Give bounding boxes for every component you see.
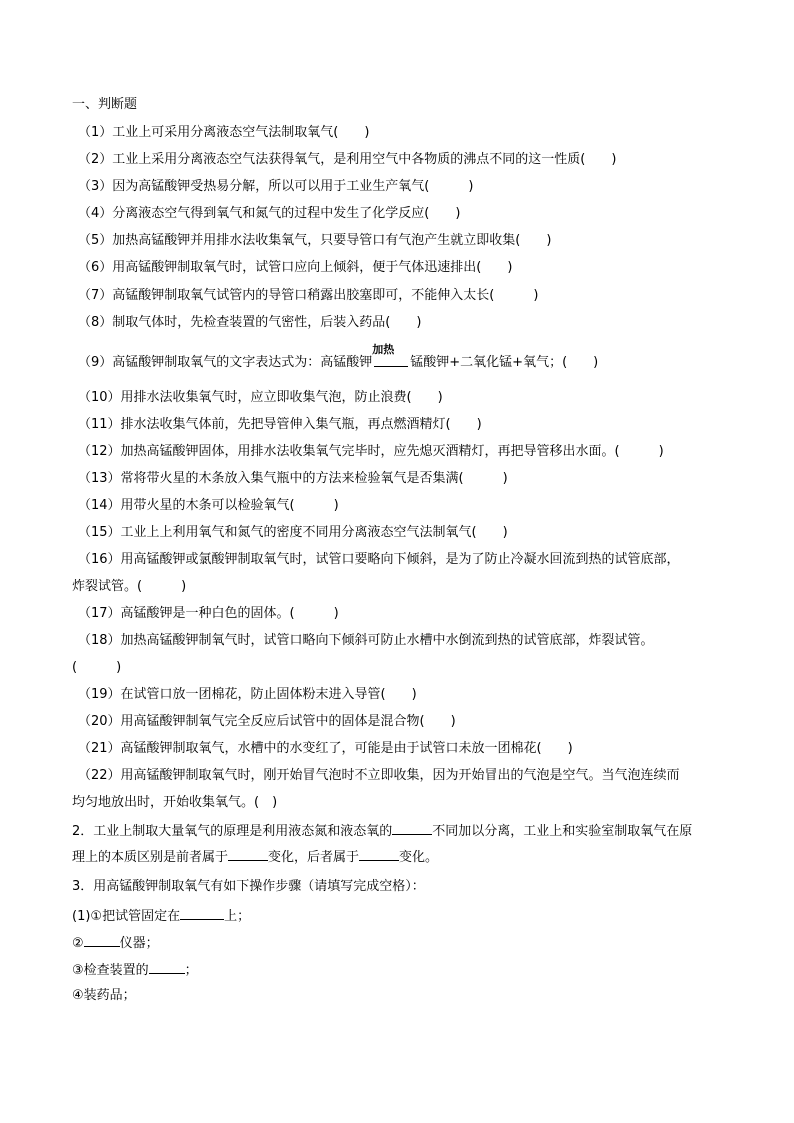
judgment-item [78, 232, 551, 250]
q2-text-d: 变化，后者属于 [268, 850, 360, 865]
judgment-item-text: （3）因为高锰酸钾受热易分解，所以可以用于工业生产氧气( ) [78, 179, 474, 194]
judgment-item [78, 470, 508, 488]
step-3 [72, 960, 198, 980]
step-3-end: ； [184, 963, 198, 978]
judgment-item-text-tail: 锰酸钾+二氧化锰+氧气；( ) [410, 355, 599, 370]
q2-blank-2[interactable] [228, 847, 268, 861]
judgment-item-text: （21）高锰酸钾制取氧气，水槽中的水变红了，可能是由于试管口未放一团棉花( ) [78, 741, 573, 756]
question-2-line-1 [72, 821, 692, 841]
judgment-item-text: （9）高锰酸钾制取氧气的文字表达式为：高锰酸钾 [78, 355, 373, 370]
judgment-item-text: （12）加热高锰酸钾固体，用排水法收集氧气完毕时，应先熄灭酒精灯，再把导管移出水面。( ) [78, 444, 664, 459]
judgment-item-text: （13）常将带火星的木条放入集气瓶中的方法来检验氧气是否集满( ) [78, 471, 508, 486]
step-2-text: ② [72, 936, 84, 951]
judgment-item-text: （15）工业上上利用氧气和氮气的密度不同用分离液态空气法制氧气( ) [78, 525, 508, 540]
judgment-item-continuation: 均匀地放出时，开始收集氧气。( ) [72, 795, 278, 810]
judgment-item [78, 686, 417, 704]
step-2-end: 仪器； [119, 936, 159, 951]
judgment-item [78, 205, 460, 223]
judgment-item-text: （17）高锰酸钾是一种白色的固体。( ) [78, 606, 339, 621]
q2-blank-1[interactable] [392, 821, 432, 835]
judgment-item [78, 287, 538, 305]
q2-text-a: 2．工业上制取大量氧气的原理是利用液态氮和液态氧的 [72, 824, 393, 839]
step-4: ④装药品； [72, 988, 136, 1003]
judgment-item-text: （19）在试管口放一团棉花，防止固体粉末进入导管( ) [78, 687, 417, 702]
judgment-item-text: （22）用高锰酸钾制取氧气时，刚开始冒气泡时不立即收集，因为开始冒出的气泡是空气。当气泡连续而 [78, 768, 680, 783]
step-3-blank[interactable] [149, 960, 185, 974]
q2-text-e: 变化。 [399, 850, 439, 865]
judgment-item [78, 740, 573, 758]
judgment-item-text: （20）用高锰酸钾制氧气完全反应后试管中的固体是混合物( ) [78, 714, 456, 729]
q2-text-b: 不同加以分离，工业上和实验室制取氧气在原 [432, 824, 693, 839]
judgment-item-text: （18）加热高锰酸钾制氧气时，试管口略向下倾斜可防止水槽中水倒流到热的试管底部，炸裂试管。 [78, 633, 654, 648]
step-1 [72, 906, 250, 926]
q2-blank-3[interactable] [359, 847, 399, 861]
judgment-item-text: （11）排水法收集气体前，先把导管伸入集气瓶，再点燃酒精灯( ) [78, 417, 482, 432]
step-3-text: ③检查装置的 [72, 963, 149, 978]
judgment-item-continuation: ( ) [72, 660, 122, 675]
step-1-end: 上； [224, 909, 251, 924]
judgment-item [78, 767, 680, 785]
judgment-item [78, 124, 369, 142]
judgment-item [78, 389, 443, 407]
step-1-blank[interactable] [180, 906, 224, 920]
judgment-item-text: （7）高锰酸钾制取氧气试管内的导管口稍露出胶塞即可，不能伸入太长( ) [78, 288, 539, 303]
judgment-item [78, 443, 664, 461]
judgment-item [78, 343, 599, 372]
step-1-text: (1)①把试管固定在 [72, 909, 181, 924]
judgment-item-text: （4）分离液态空气得到氧气和氮气的过程中发生了化学反应( ) [78, 206, 461, 221]
q2-text-c: 理上的本质区别是前者属于 [72, 850, 229, 865]
judgment-item-text: （16）用高锰酸钾或氯酸钾制取氧气时，试管口要略向下倾斜，是为了防止冷凝水回流到热的试管底部， [78, 552, 680, 567]
judgment-item-text: （5）加热高锰酸钾并用排水法收集氧气，只要导管口有气泡产生就立即收集( ) [78, 233, 552, 248]
step-2-blank[interactable] [84, 933, 120, 947]
judgment-item [78, 416, 482, 434]
judgment-item [78, 632, 654, 650]
judgment-item-continuation: 炸裂试管。( ) [72, 579, 187, 594]
section-title: 一、判断题 [72, 97, 138, 112]
judgment-item [78, 713, 456, 731]
judgment-item [78, 497, 339, 515]
judgment-item-text: （6）用高锰酸钾制取氧气时，试管口应向上倾斜，便于气体迅速排出( ) [78, 260, 513, 275]
judgment-item-text: （14）用带火星的木条可以检验氧气( ) [78, 498, 339, 513]
judgment-item-text: （8）制取气体时，先检查装置的气密性，后装入药品( ) [78, 315, 422, 330]
judgment-item [78, 259, 512, 277]
judgment-item [78, 314, 421, 332]
question-2-line-2 [72, 847, 438, 867]
judgment-item [78, 605, 339, 623]
judgment-item-text: （2）工业上采用分离液态空气法获得氧气，是利用空气中各物质的沸点不同的这一性质( ) [78, 152, 617, 167]
judgment-item [78, 151, 616, 169]
judgment-item-text: （1）工业上可采用分离液态空气法制取氧气( ) [78, 125, 370, 140]
question-3-title: 3．用高锰酸钾制取氧气有如下操作步骤（请填写完成空格）： [72, 879, 425, 894]
judgment-item [78, 178, 473, 196]
judgment-item [78, 524, 508, 542]
step-2 [72, 933, 159, 953]
reaction-condition: 加热 [372, 343, 395, 356]
judgment-item [78, 551, 680, 569]
judgment-item-text: （10）用排水法收集氧气时，应立即收集气泡，防止浪费( ) [78, 390, 443, 405]
reaction-arrow [372, 343, 410, 372]
